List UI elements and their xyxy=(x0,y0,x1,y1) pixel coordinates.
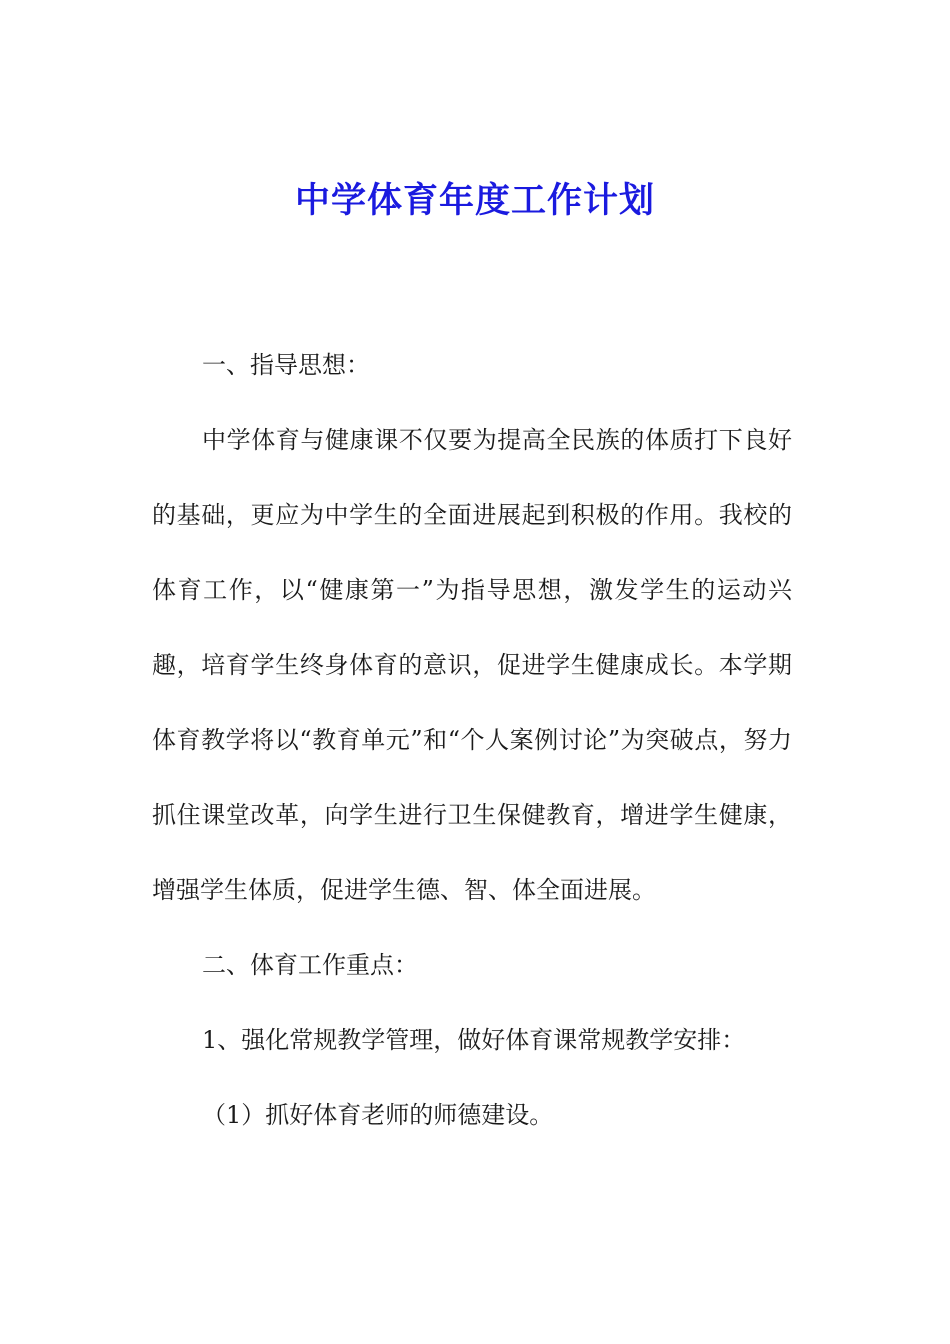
document-title: 中学体育年度工作计划 xyxy=(294,181,655,221)
work-focus-item-1-1: （1）抓好体育老师的师德建设。 xyxy=(202,1101,554,1129)
work-focus-item-1: 1、强化常规教学管理，做好体育课常规教学安排： xyxy=(202,1026,746,1054)
guiding-thought-paragraph: 中学体育与健康课不仅要为提高全民族的体质打下良好的基础，更应为中学生的全面进展起到积极的作用。我校的体育工作，以“健康第一”为指导思想，激发学生的运动兴趣，培育学生终身体育的意识，促进学生健康成长。本学期体育教学将以“教育单元”和“个人案例讨论”为突破点，努力抓住课堂改革，向学生进行卫生保健教育，增进学生健康，增强学生体质，促进学生德、智、体全面进展。 xyxy=(152,426,792,904)
document-body xyxy=(152,328,792,1153)
section-heading-guiding-thought: 一、指导思想： xyxy=(202,351,370,379)
section-heading-work-focus: 二、体育工作重点： xyxy=(202,951,418,979)
